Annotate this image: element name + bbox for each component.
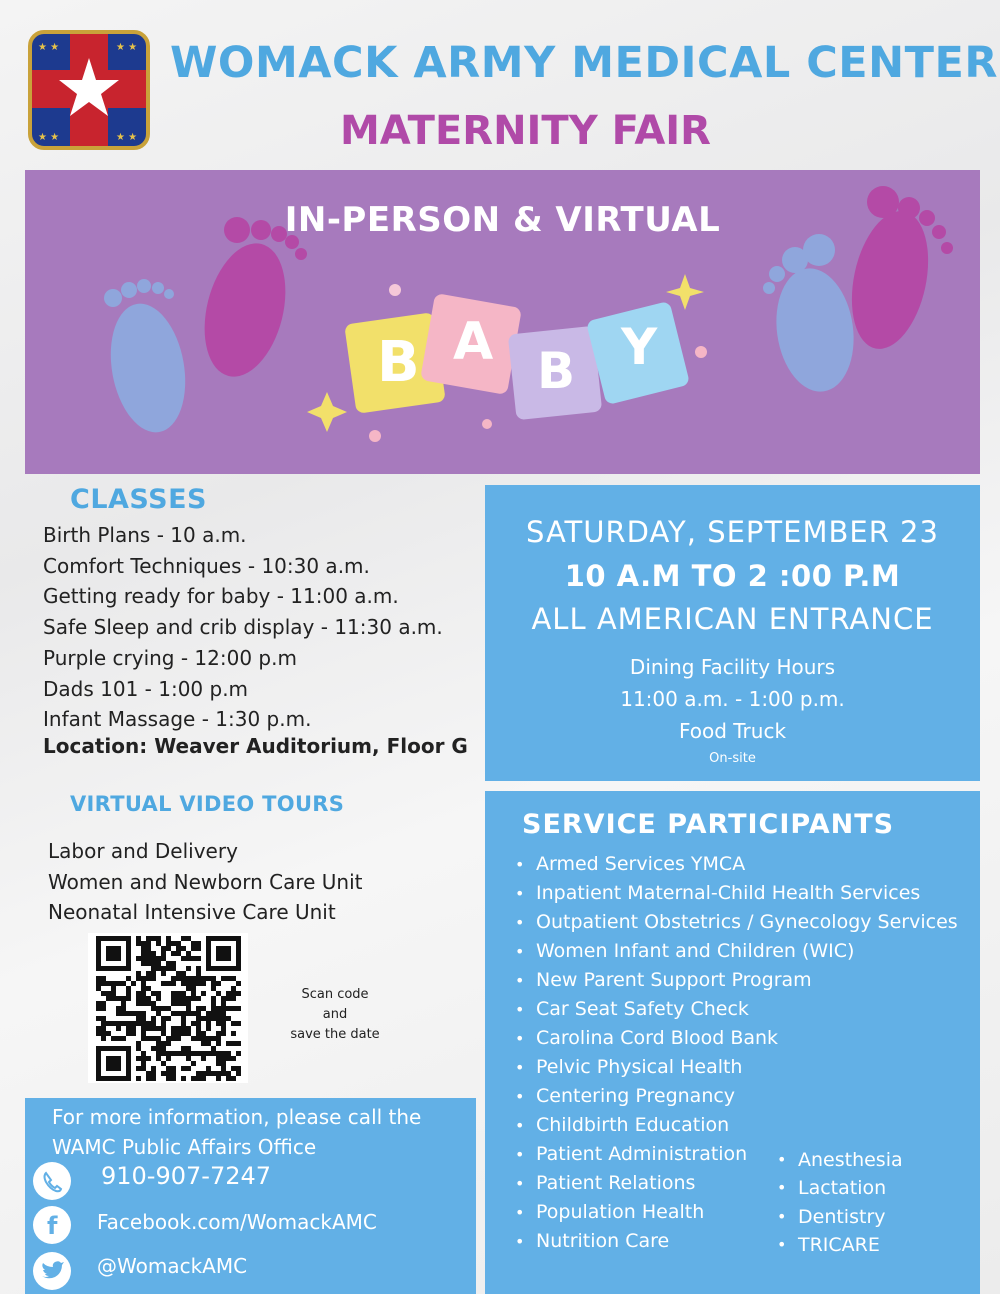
contact-facebook[interactable]: Facebook.com/WomackAMC — [97, 1210, 377, 1234]
virtual-tour-item: Labor and Delivery — [48, 839, 238, 863]
wamc-logo — [26, 28, 152, 152]
contact-intro — [52, 1102, 472, 1162]
class-item: Purple crying - 12:00 p.m — [43, 645, 297, 670]
banner-title: IN-PERSON & VIRTUAL — [284, 200, 721, 240]
participants-box — [485, 791, 980, 1294]
participant-item: • Population Health — [515, 1198, 958, 1227]
participant-item: • Patient Administration — [515, 1140, 958, 1169]
page-subtitle: MATERNITY FAIR — [340, 108, 711, 154]
event-time: 10 A.M TO 2 :00 P.M — [564, 559, 901, 593]
participant-item: • Pelvic Physical Health — [515, 1053, 958, 1082]
class-item: Safe Sleep and crib display - 11:30 a.m. — [43, 615, 443, 640]
participant-item: • Women Infant and Children (WIC) — [515, 937, 958, 966]
participant-item: • Car Seat Safety Check — [515, 995, 958, 1024]
dining-hours: 11:00 a.m. - 1:00 p.m. — [620, 687, 845, 711]
twitter-icon — [33, 1252, 71, 1290]
event-details-box — [485, 485, 980, 781]
participant-item: • Dentistry — [777, 1203, 903, 1231]
dining-label: Dining Facility Hours — [629, 655, 836, 679]
baby-foot-left-pink-icon — [192, 217, 307, 385]
baby-foot-right-blue-icon — [763, 234, 861, 397]
svg-text:★ ★: ★ ★ — [116, 132, 138, 143]
contact-intro-line: For more information, please call the — [52, 1105, 422, 1129]
class-item: Dads 101 - 1:00 p.m — [43, 676, 249, 701]
contact-intro-line: WAMC Public Affairs Office — [52, 1135, 317, 1159]
participant-item: • New Parent Support Program — [515, 966, 958, 995]
contact-twitter-row[interactable] — [25, 1252, 476, 1292]
participant-item: • Lactation — [777, 1174, 903, 1202]
classes-location: Location: Weaver Auditorium, Floor G — [43, 734, 468, 758]
participant-item: • Patient Relations — [515, 1169, 958, 1198]
participant-item: • Carolina Cord Blood Bank — [515, 1024, 958, 1053]
qr-note — [285, 985, 385, 1045]
participant-item: • Outpatient Obstetrics / Gynecology Services — [515, 908, 958, 937]
virtual-tour-item: Women and Newborn Care Unit — [48, 869, 363, 894]
svg-text:★ ★: ★ ★ — [38, 42, 60, 53]
virtual-tour-item: Neonatal Intensive Care Unit — [48, 900, 336, 925]
qr-note-line: and — [322, 1007, 348, 1022]
contact-facebook-row[interactable] — [25, 1206, 476, 1246]
block-letter-b1: B — [377, 330, 420, 395]
svg-text:★ ★: ★ ★ — [38, 132, 60, 143]
svg-text:f: f — [47, 1212, 58, 1240]
participant-item: • Armed Services YMCA — [515, 850, 958, 879]
block-letter-b2: B — [537, 342, 576, 400]
contact-phone[interactable]: 910-907-7247 — [101, 1162, 272, 1190]
class-item: Infant Massage - 1:30 p.m. — [43, 707, 312, 732]
page-title: WOMACK ARMY MEDICAL CENTER — [170, 38, 998, 88]
participant-item: • Childbirth Education — [515, 1111, 958, 1140]
baby-foot-left-blue-icon — [101, 279, 194, 438]
class-item: Birth Plans - 10 a.m. — [43, 523, 247, 547]
classes-heading: CLASSES — [70, 484, 207, 515]
qr-note-line: save the date — [290, 1027, 380, 1042]
contact-phone-row[interactable] — [25, 1162, 476, 1202]
hero-banner — [25, 170, 980, 474]
participant-item: • TRICARE — [777, 1231, 903, 1259]
qr-note-line: Scan code — [301, 987, 369, 1002]
class-item: Getting ready for baby - 11:00 a.m. — [43, 584, 399, 609]
participants-heading: SERVICE PARTICIPANTS — [522, 809, 895, 840]
phone-icon — [33, 1162, 71, 1200]
contact-twitter[interactable]: @WomackAMC — [97, 1254, 248, 1278]
participant-item: • Anesthesia — [777, 1146, 903, 1174]
food-truck-note: On-site — [709, 751, 756, 766]
block-letter-a: A — [453, 312, 494, 372]
event-date: SATURDAY, SEPTEMBER 23 — [526, 515, 939, 549]
contact-box — [25, 1098, 476, 1294]
block-letter-y: Y — [621, 318, 658, 376]
virtual-tours-heading: VIRTUAL VIDEO TOURS — [70, 792, 345, 816]
qr-code[interactable] — [88, 933, 248, 1083]
virtual-tours-list — [48, 836, 362, 928]
participant-item: • Inpatient Maternal-Child Health Services — [515, 879, 958, 908]
classes-list — [43, 520, 443, 735]
event-place: ALL AMERICAN ENTRANCE — [531, 602, 934, 636]
class-item: Comfort Techniques - 10:30 a.m. — [43, 553, 370, 578]
svg-text:★ ★: ★ ★ — [116, 42, 138, 53]
food-truck: Food Truck — [678, 719, 787, 743]
participant-item: • Nutrition Care — [515, 1227, 958, 1256]
participants-list-secondary — [777, 1146, 903, 1259]
participant-item: • Centering Pregnancy — [515, 1082, 958, 1111]
facebook-icon — [33, 1206, 71, 1244]
